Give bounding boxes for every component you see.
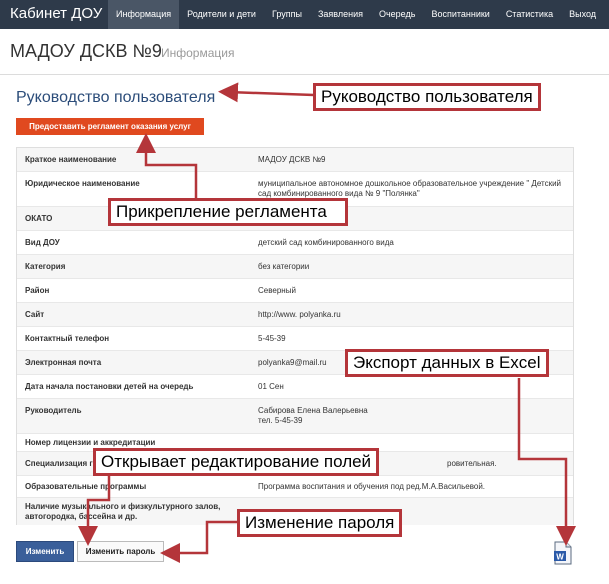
annotation-excel-export: Экспорт данных в Excel xyxy=(345,349,549,377)
row-value: Программа воспитания и обучения под ред.М.А.Васильевой. xyxy=(258,482,486,491)
svg-text:W: W xyxy=(556,552,564,562)
row-label: Электронная почта xyxy=(25,358,102,367)
table-row xyxy=(17,327,573,351)
edit-button[interactable]: Изменить xyxy=(16,541,74,562)
row-label: Специализация г xyxy=(25,459,93,468)
nav-applications[interactable]: Заявления xyxy=(317,9,363,19)
nav-info[interactable]: Информация xyxy=(108,0,179,29)
main-nav xyxy=(108,0,604,29)
annotation-regulation: Прикрепление регламента xyxy=(108,198,348,226)
password-arrow xyxy=(170,522,238,553)
row-value: Сабирова Елена Валерьевна тел. 5-45-39 xyxy=(258,406,368,425)
row-value: http://www. polyanka.ru xyxy=(258,310,341,319)
change-password-button[interactable]: Изменить пароль xyxy=(77,541,164,562)
nav-logout[interactable]: Выход xyxy=(569,9,597,19)
row-label: Номер лицензии и аккредитации xyxy=(25,438,156,447)
table-row xyxy=(17,148,573,172)
table-row xyxy=(17,399,573,434)
table-row xyxy=(17,303,573,327)
page-title-bar xyxy=(0,29,609,75)
word-document-icon[interactable] xyxy=(553,541,573,565)
row-label: Контактный телефон xyxy=(25,334,110,343)
row-value: polyanka9@mail.ru xyxy=(258,358,327,367)
row-label: Юридическое наименование xyxy=(25,179,140,188)
row-label: Краткое наименование xyxy=(25,155,117,164)
row-value: детский сад комбинированного вида xyxy=(258,238,394,247)
nav-pupils[interactable]: Воспитанники xyxy=(431,9,490,19)
row-label: ОКАТО xyxy=(25,214,53,223)
table-row xyxy=(17,476,573,498)
row-value: 01 Сен xyxy=(258,382,284,391)
nav-parents-children[interactable]: Родители и дети xyxy=(187,9,256,19)
nav-groups[interactable]: Группы xyxy=(271,9,302,19)
row-value: Северный xyxy=(258,286,296,295)
table-row xyxy=(17,279,573,303)
table-row xyxy=(17,375,573,399)
table-row xyxy=(17,231,573,255)
row-value: ровительная. xyxy=(447,459,497,468)
row-label: Наличие музыкального и физкультурного залов, автогородка, бассейна и др. xyxy=(25,502,221,521)
table-row xyxy=(17,255,573,279)
row-label: Дата начала постановки детей на очередь xyxy=(25,382,194,391)
row-label: Вид ДОУ xyxy=(25,238,60,247)
annotation-user-guide: Руководство пользователя xyxy=(313,83,541,111)
page-title: МАДОУ ДСКВ №9 xyxy=(10,41,162,61)
nav-queue[interactable]: Очередь xyxy=(378,9,416,19)
nav-statistics[interactable]: Статистика xyxy=(505,9,554,19)
row-value: 5-45-39 xyxy=(258,334,286,343)
row-label: Сайт xyxy=(25,310,45,319)
row-value: МАДОУ ДСКВ №9 xyxy=(258,155,326,164)
provide-regulation-button[interactable]: Предоставить регламент оказания услуг xyxy=(16,118,204,135)
section-subtitle: Информация xyxy=(161,46,235,60)
brand-title: Кабинет ДОУ xyxy=(10,5,103,22)
annotation-edit-fields: Открывает редактирование полей xyxy=(93,448,379,476)
top-navigation-bar xyxy=(0,0,609,29)
guide-arrow xyxy=(228,92,314,95)
row-label: Образовательные программы xyxy=(25,482,147,491)
row-value: без категории xyxy=(258,262,310,271)
user-guide-link[interactable]: Руководство пользователя xyxy=(16,89,216,106)
row-label: Район xyxy=(25,286,50,295)
row-label: Руководитель xyxy=(25,406,82,415)
annotation-change-password: Изменение пароля xyxy=(237,509,402,537)
row-value: муниципальное автономное дошкольное образовательное учреждение " Детский сад комбинированного вида № 9 "Полянка" xyxy=(258,179,562,198)
row-label: Категория xyxy=(25,262,66,271)
